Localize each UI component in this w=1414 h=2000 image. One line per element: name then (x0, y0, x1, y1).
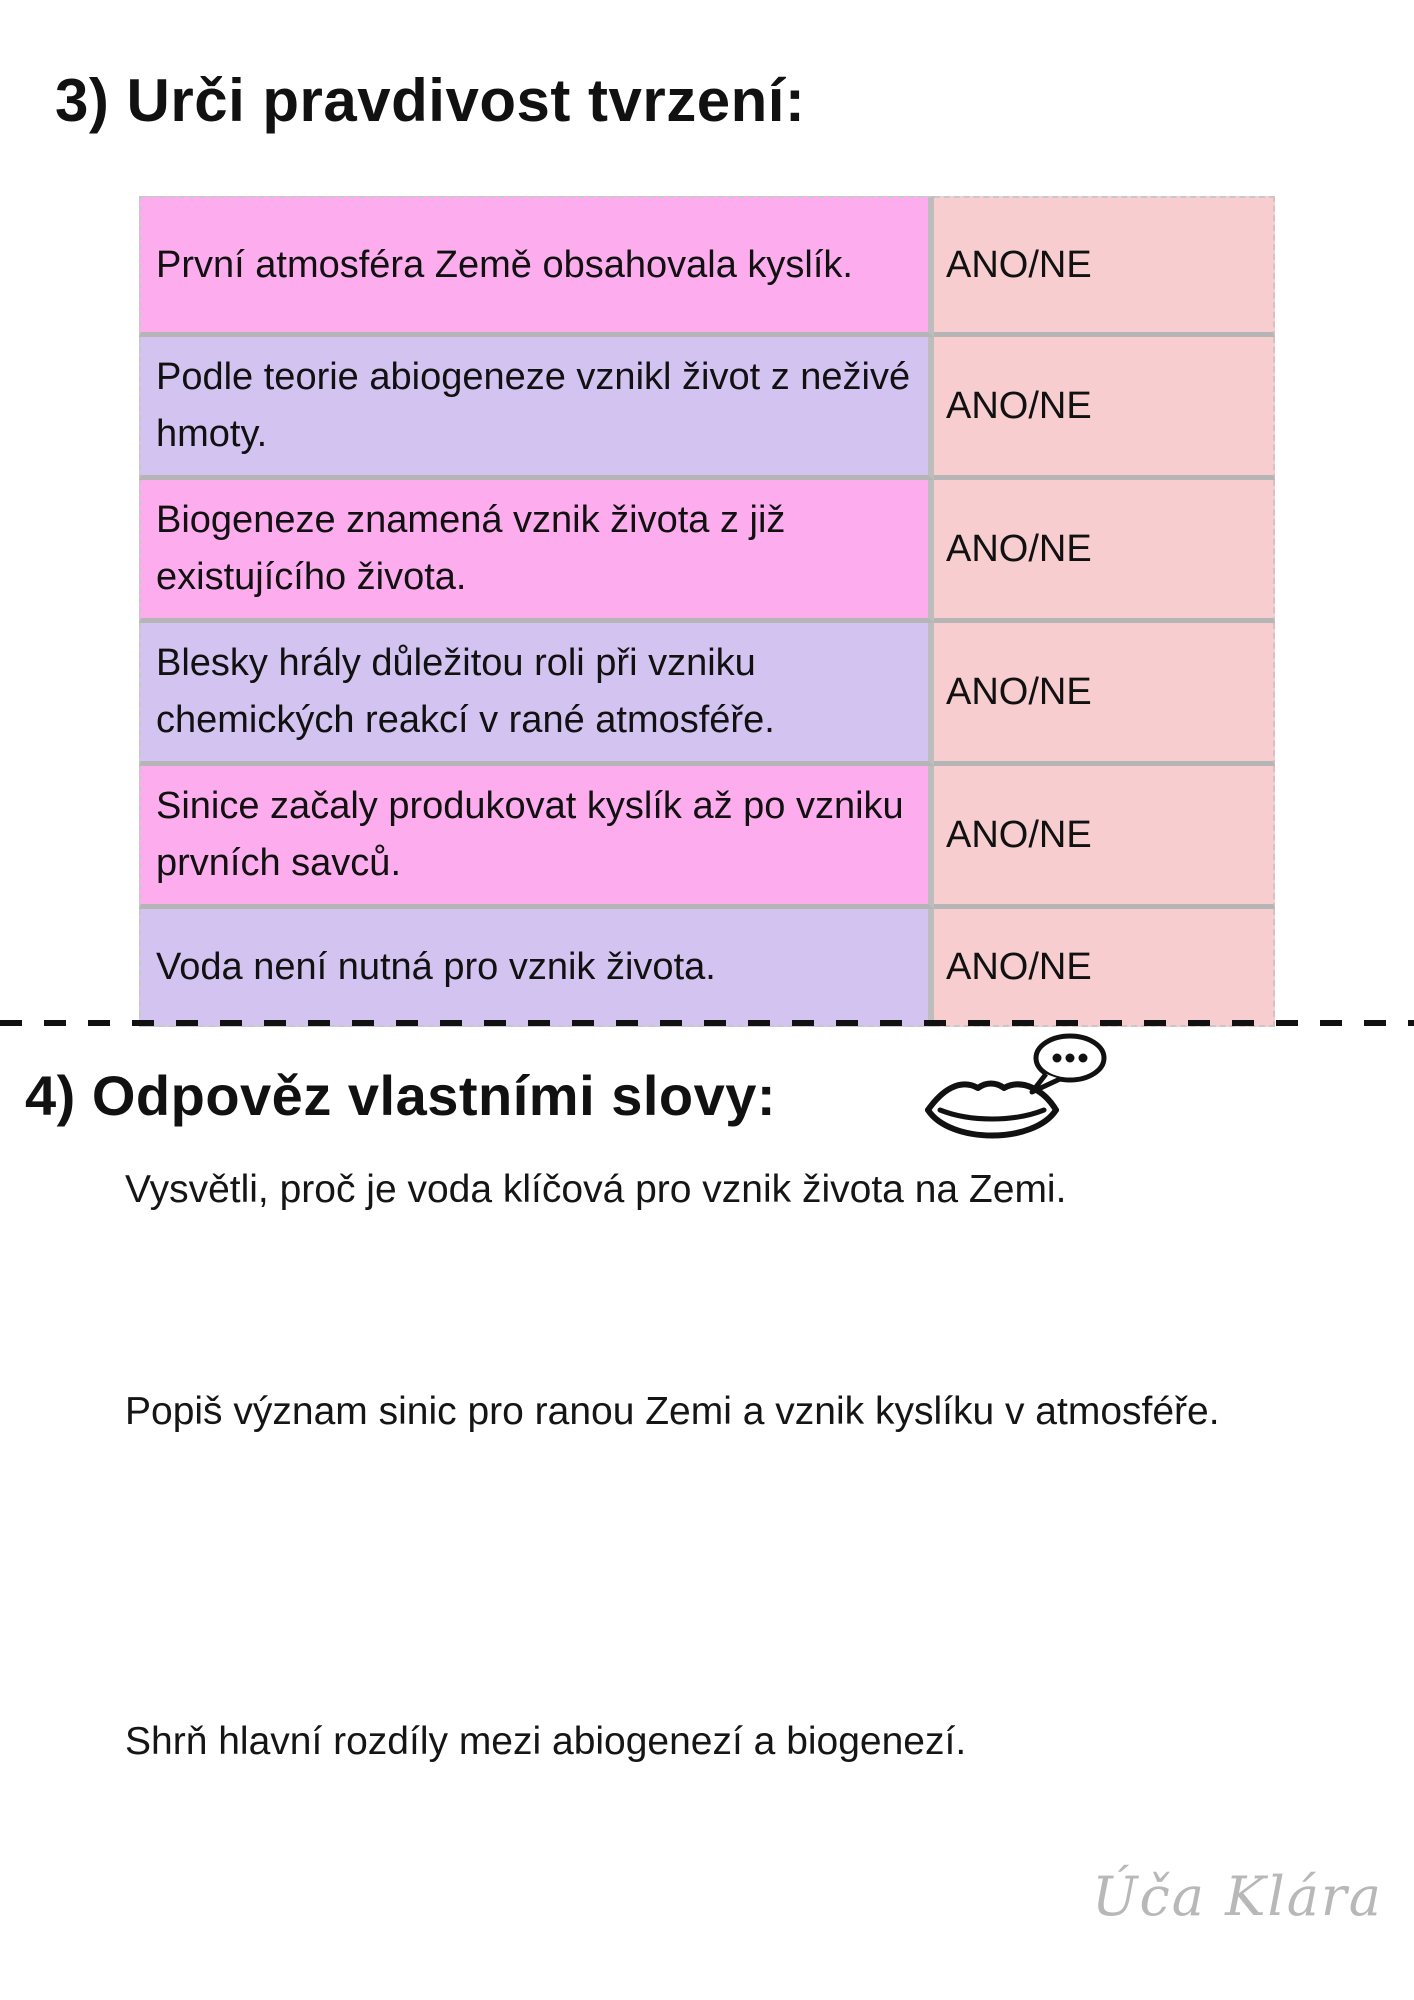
open-question-1: Vysvětli, proč je voda klíčová pro vznik života na Zemi. (125, 1168, 1067, 1211)
answer-option-cell[interactable]: ANO/NE (934, 623, 1275, 766)
table-row (139, 623, 1275, 766)
statement-cell: Sinice začaly produkovat kyslík až po vzniku prvních savců. (139, 766, 934, 909)
statement-cell: Blesky hrály důležitou roli při vzniku chemických reakcí v rané atmosféře. (139, 623, 934, 766)
answer-option-cell[interactable]: ANO/NE (934, 909, 1275, 1027)
author-signature: Úča Klára (1092, 1865, 1383, 1928)
statement-cell: První atmosféra Země obsahovala kyslík. (139, 196, 934, 337)
open-question-2: Popiš význam sinic pro ranou Zemi a vznik kyslíku v atmosféře. (125, 1390, 1220, 1433)
open-question-3: Shrň hlavní rozdíly mezi abiogenezí a biogenezí. (125, 1720, 967, 1763)
dashed-section-divider (0, 1020, 1414, 1026)
answer-option-cell[interactable]: ANO/NE (934, 337, 1275, 480)
statement-cell: Voda není nutná pro vznik života. (139, 909, 934, 1027)
answer-option-cell[interactable]: ANO/NE (934, 766, 1275, 909)
section-3-title: 3) Urči pravdivost tvrzení: (55, 67, 806, 134)
answer-option-cell[interactable]: ANO/NE (934, 196, 1275, 337)
statement-cell: Podle teorie abiogeneze vznikl život z neživé hmoty. (139, 337, 934, 480)
table-row (139, 480, 1275, 623)
lips-speech-bubble-icon (920, 1030, 1110, 1150)
truth-statements-table (139, 196, 1275, 1027)
table-row (139, 196, 1275, 337)
table-row (139, 909, 1275, 1027)
section-4-title: 4) Odpověz vlastními slovy: (25, 1064, 777, 1127)
statement-cell: Biogeneze znamená vznik života z již existujícího života. (139, 480, 934, 623)
table-row (139, 766, 1275, 909)
answer-option-cell[interactable]: ANO/NE (934, 480, 1275, 623)
table-row (139, 337, 1275, 480)
